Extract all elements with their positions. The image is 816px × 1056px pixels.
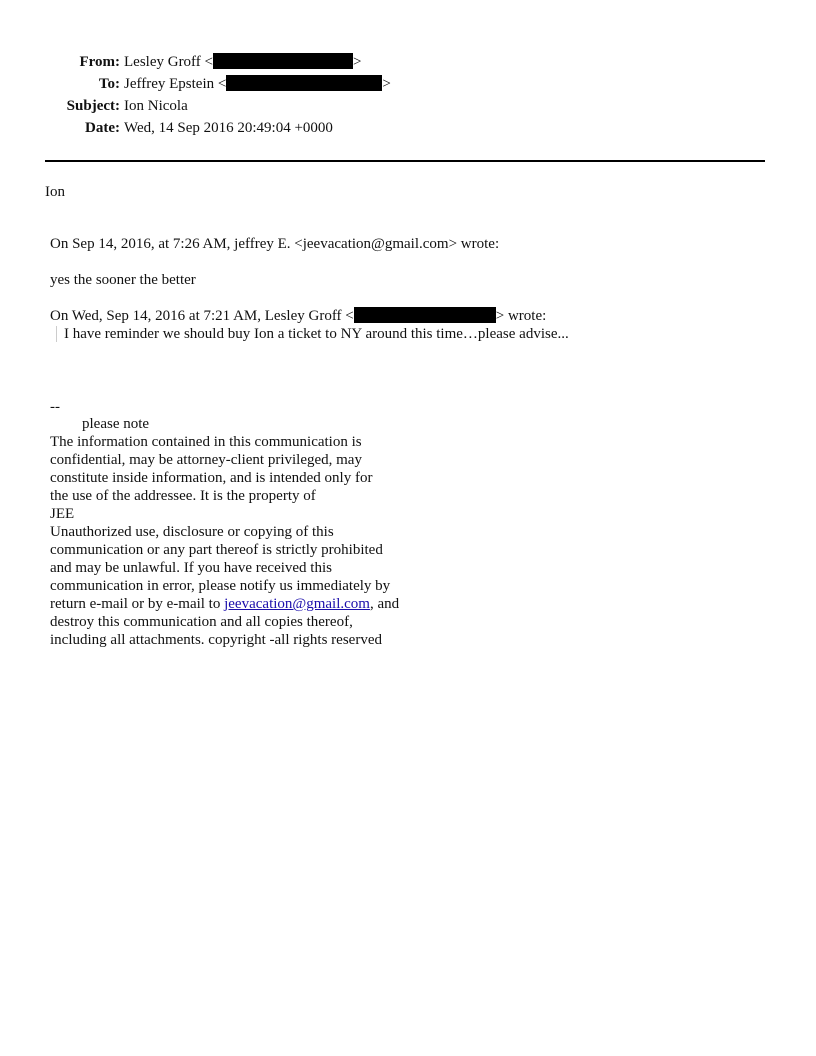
quote2-text: I have reminder we should buy Ion a ticket to NY around this time…please advise... xyxy=(64,326,569,342)
disclaimer-line: destroy this communication and all copies thereof, xyxy=(50,614,353,630)
date-row xyxy=(0,118,816,138)
signature-note: please note xyxy=(82,416,150,432)
from-label: From: xyxy=(79,54,120,70)
return-pre: return e-mail or by e-mail to xyxy=(50,596,225,612)
redaction-box xyxy=(354,307,496,323)
disclaimer-line: JEE xyxy=(50,506,75,522)
from-row xyxy=(0,52,816,72)
quote1-text: yes the sooner the better xyxy=(50,272,196,288)
to-label: To: xyxy=(98,76,120,92)
header-divider xyxy=(45,160,765,162)
redaction-box xyxy=(213,53,353,69)
quote-bar xyxy=(56,326,57,342)
quote2-attribution-post: > wrote: xyxy=(495,308,547,324)
redaction-box xyxy=(226,75,382,91)
subject-value: Ion Nicola xyxy=(124,98,188,114)
from-name: Lesley Groff < xyxy=(124,54,213,70)
signature-dashes: -- xyxy=(50,399,60,415)
from-close: > xyxy=(353,54,362,70)
disclaimer-line: communication in error, please notify us immediately by xyxy=(50,578,391,594)
disclaimer-line: Unauthorized use, disclosure or copying of this xyxy=(50,524,334,540)
disclaimer-line: communication or any part thereof is strictly prohibited xyxy=(50,542,383,558)
from-value xyxy=(124,52,361,72)
quote2-attribution-pre: On Wed, Sep 14, 2016 at 7:21 AM, Lesley Groff < xyxy=(50,308,354,324)
disclaimer-line: The information contained in this communication is xyxy=(50,434,362,450)
greeting: Ion xyxy=(45,184,65,200)
disclaimer-return-line xyxy=(50,595,399,613)
date-label: Date: xyxy=(85,120,120,136)
disclaimer-line: constitute inside information, and is intended only for xyxy=(50,470,373,486)
to-name: Jeffrey Epstein < xyxy=(124,76,227,92)
disclaimer-line: including all attachments. copyright -all rights reserved xyxy=(50,632,382,648)
email-link[interactable]: jeevacation@gmail.com xyxy=(224,596,370,612)
subject-label: Subject: xyxy=(66,98,120,114)
to-row xyxy=(0,74,816,94)
return-post: , and xyxy=(369,596,400,612)
subject-row xyxy=(0,96,816,116)
date-value: Wed, 14 Sep 2016 20:49:04 +0000 xyxy=(124,120,333,136)
to-value xyxy=(124,74,391,94)
disclaimer-line: and may be unlawful. If you have received this xyxy=(50,560,332,576)
quote2-attribution xyxy=(50,307,546,325)
quote1-attribution: On Sep 14, 2016, at 7:26 AM, jeffrey E. <jeevacation@gmail.com> wrote: xyxy=(50,236,500,252)
disclaimer-line: the use of the addressee. It is the property of xyxy=(50,488,316,504)
disclaimer-line: confidential, may be attorney-client privileged, may xyxy=(50,452,362,468)
to-close: > xyxy=(382,76,391,92)
